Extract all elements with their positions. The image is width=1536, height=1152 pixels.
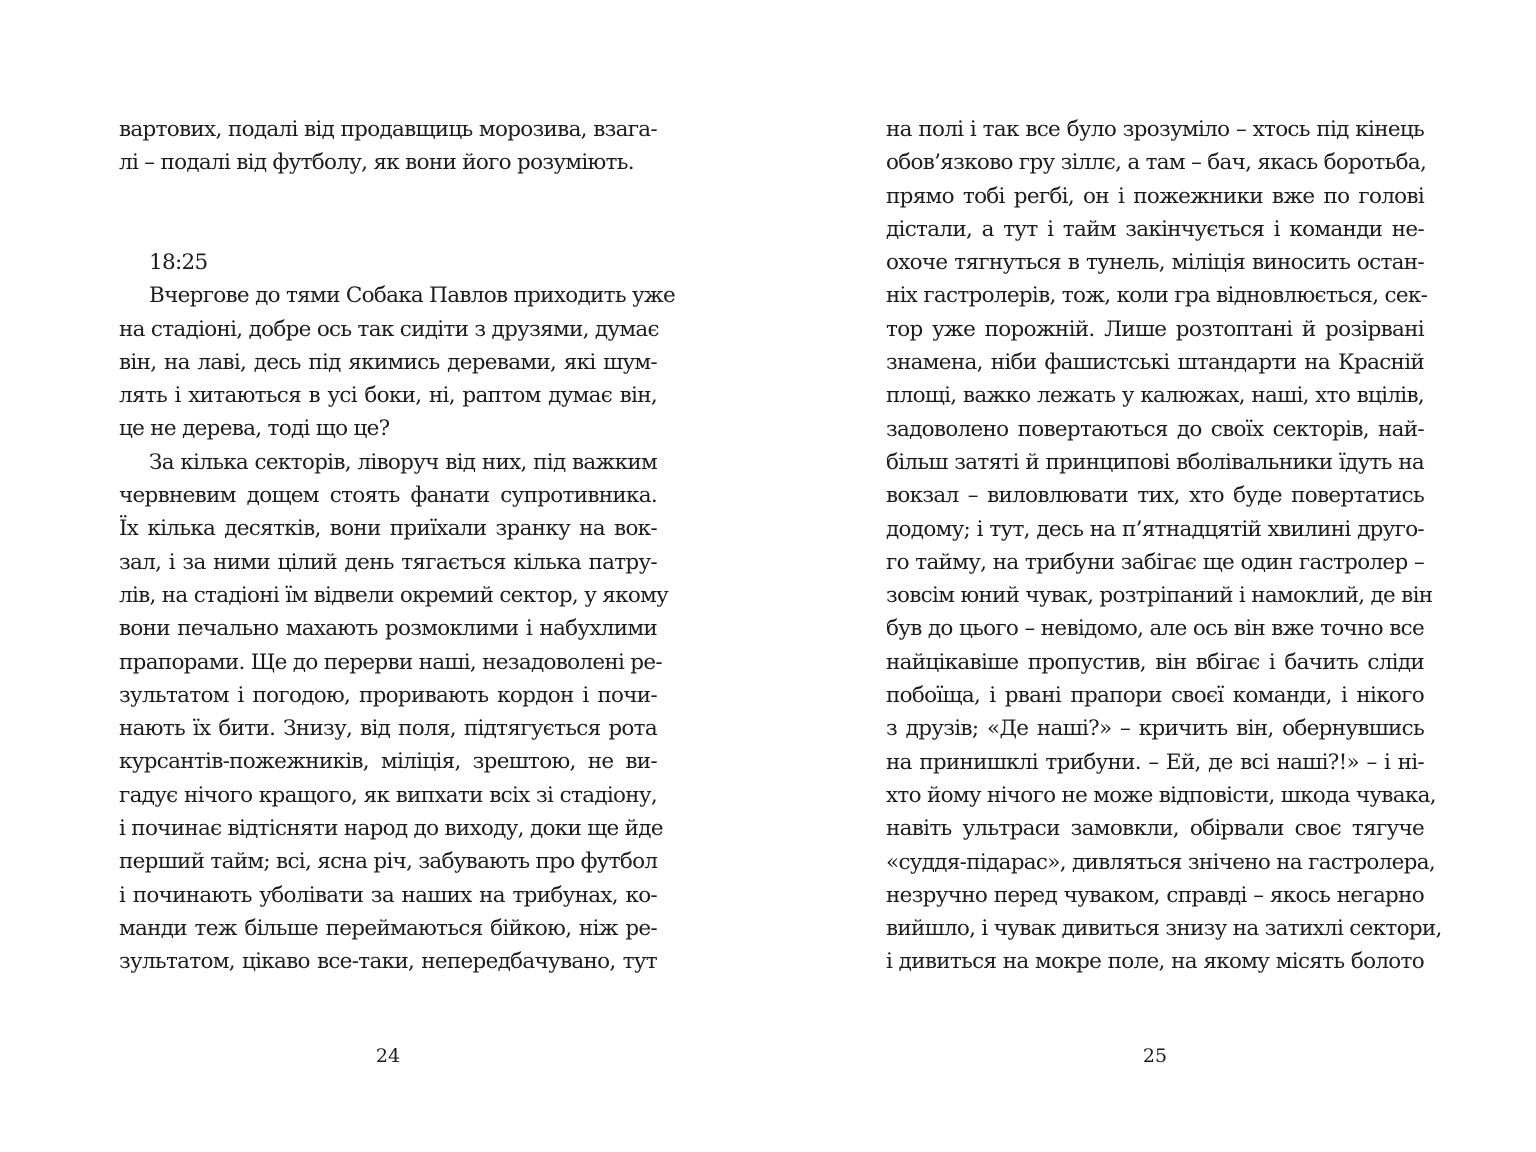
text-line: перший тайм; всі, ясна річ, забувають про футбол bbox=[119, 849, 658, 875]
text-line: на стадіоні, добре ось так сидіти з друзями, думає bbox=[119, 316, 659, 342]
text-line: знамена, ніби фашистські штандарти на Красній bbox=[886, 350, 1424, 376]
right-main-text bbox=[886, 113, 1442, 979]
text-line: побоїща, і рвані прапори своєї команди, і нікого bbox=[886, 683, 1424, 709]
text-line: прямо тобі регбі, он і пожежники вже по голові bbox=[886, 183, 1424, 209]
text-line: дістали, а тут і тайм закінчується і команди не- bbox=[886, 216, 1424, 242]
text-line: задоволено повертаються до своїх секторів, най- bbox=[886, 416, 1424, 442]
text-line: він, на лаві, десь під якимись деревами, які шум- bbox=[119, 349, 657, 375]
text-line: обов’язково гру зіллє, а там – бач, якась боротьба, bbox=[886, 150, 1427, 176]
text-line: і починає відтісняти народ до виходу, доки ще йде bbox=[119, 816, 663, 842]
text-line: зультатом і погодою, проривають кордон і почи- bbox=[119, 682, 657, 708]
text-line: хто йому нічого не може відповісти, шкода чувака, bbox=[886, 782, 1436, 808]
text-line: ніх гастролерів, тож, коли гра відновлюється, сек- bbox=[886, 283, 1428, 309]
text-line: більш затяті й принципові вболівальники їдуть на bbox=[886, 449, 1424, 475]
text-line: «суддя-підарас», дивляться знічено на гастролера, bbox=[886, 849, 1435, 875]
text-line: зультатом, цікаво все-таки, непередбачувано, тут bbox=[119, 949, 657, 975]
text-line: зал, і за ними цілий день тягається кілька патру- bbox=[119, 549, 657, 575]
text-line: червневим дощем стоять фанати супротивника. bbox=[119, 483, 657, 509]
text-line: найцікавіше пропустив, він вбігає і бачить сліди bbox=[886, 649, 1424, 675]
text-line: і дивиться на мокре поле, на якому місять болото bbox=[886, 949, 1424, 975]
text-line: це не дерева, тоді що це? bbox=[119, 416, 390, 442]
text-line: площі, важко лежать у калюжах, наші, хто вцілів, bbox=[886, 383, 1424, 409]
text-line: го тайму, на трибуни забігає ще один гастролер – bbox=[886, 549, 1424, 575]
text-line: лів, на стадіоні їм відвели окремий сектор, у якому bbox=[119, 582, 669, 608]
text-line: лі – подалі від футболу, як вони його розуміють. bbox=[119, 150, 634, 176]
text-line: гадує нічого кращого, як випхати всіх зі стадіону, bbox=[119, 782, 657, 808]
time-heading: 18:25 bbox=[149, 250, 208, 275]
text-line: курсантів-пожежників, міліція, зрештою, не ви- bbox=[119, 749, 657, 775]
text-line: вийшло, і чувак дивиться знизу на затихлі сектори, bbox=[886, 916, 1442, 942]
text-line: Вчергове до тями Собака Павлов приходить уже bbox=[149, 283, 676, 309]
text-line: тор уже порожній. Лише розтоптані й розірвані bbox=[886, 316, 1424, 342]
left-main-text bbox=[119, 246, 676, 979]
text-line: незручно перед чуваком, справді – якось негарно bbox=[886, 882, 1424, 908]
text-line: вони печально махають розмоклими і набухлими bbox=[119, 616, 657, 642]
text-line: нають їх бити. Знизу, від поля, підтягується рота bbox=[119, 716, 657, 742]
text-line: манди теж більше переймаються бійкою, ніж ре- bbox=[119, 915, 657, 941]
text-line: зовсім юний чувак, розтріпаний і намоклий, де він bbox=[886, 583, 1433, 609]
text-line: додому; і тут, десь на п’ятнадцятій хвилині друго- bbox=[886, 516, 1424, 542]
text-line: і починають уболівати за наших на трибунах, ко- bbox=[119, 882, 657, 908]
text-line: був до цього – невідомо, але ось він вже точно все bbox=[886, 616, 1424, 642]
page-number: 25 bbox=[1142, 1045, 1168, 1067]
text-line: За кілька секторів, ліворуч від них, під важким bbox=[149, 449, 657, 475]
text-line: вартових, подалі від продавщиць морозива, взага- bbox=[119, 117, 657, 142]
text-line: лять і хитаються в усі боки, ні, раптом думає він, bbox=[119, 383, 657, 409]
text-line: навіть ультраси замовкли, обірвали своє тягуче bbox=[886, 816, 1424, 842]
left-intro-paragraph bbox=[119, 113, 657, 180]
text-line: з друзів; «Де наші?» – кричить він, обернувшись bbox=[886, 716, 1424, 742]
text-line: охоче тягнуться в тунель, міліція виносить остан- bbox=[886, 250, 1424, 276]
text-line: на полі і так все було зрозуміло – хтось під кінець bbox=[886, 117, 1424, 142]
text-line: вокзал – виловлювати тих, хто буде повертатись bbox=[886, 483, 1424, 509]
page-number: 24 bbox=[375, 1045, 401, 1067]
text-line: прапорами. Ще до перерви наші, незадоволені ре- bbox=[119, 649, 662, 675]
text-line: на принишклі трибуни. – Ей, де всі наші?!» – і ні- bbox=[886, 749, 1424, 775]
text-line: Їх кілька десятків, вони приїхали зранку на вок- bbox=[119, 516, 657, 542]
